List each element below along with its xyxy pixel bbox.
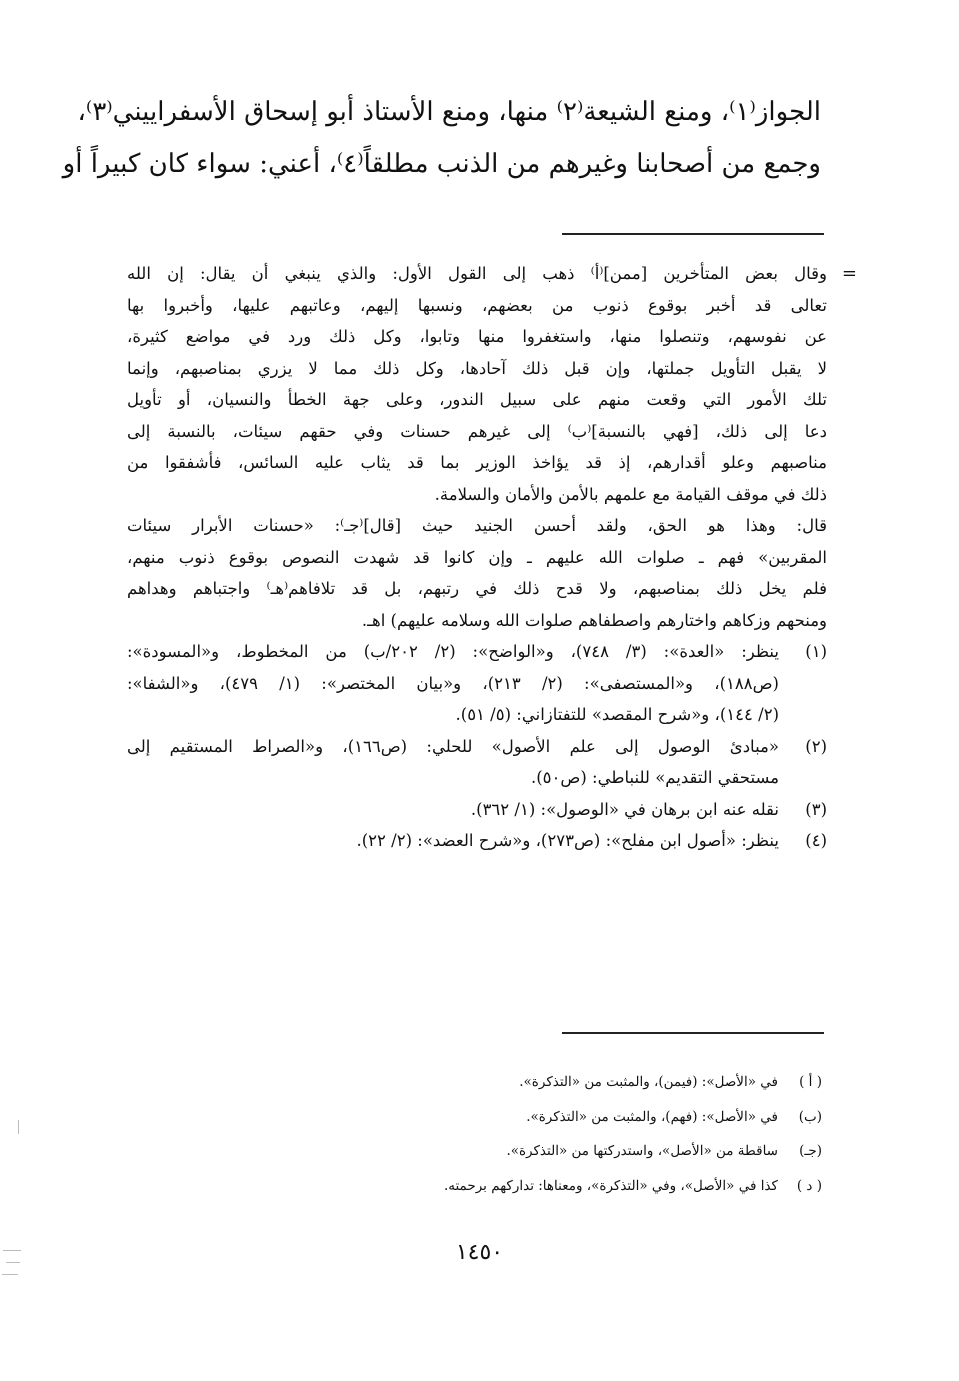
footnote-line: عن نفوسهم، وتنصلوا منها، واستغفروا منها وتابوا، وكل ذلك ورد في مواضع كثيرة، — [127, 327, 827, 346]
footnote-2 — [127, 731, 827, 794]
footnote-line: «مبادئ الوصول إلى علم الأصول» للحلي: (ص١٦٦)، و«الصراط المستقيم إلى — [127, 736, 779, 756]
variant-label: (جـ) — [799, 1143, 822, 1159]
footnote-number: (٢) — [805, 736, 827, 756]
footnote-line: المقربين» فهم ـ صلوات الله عليهم ـ وإن كانوا قد شهدت النصوص بوقوع ذنوب منهم، — [127, 547, 827, 567]
footnote-line: فلم يخل ذلك بمناصبهم، ولا قدح ذلك في رتبهم، بل قد تلافاهم⁽هـ⁾ واجتباهم وهداهم — [127, 579, 827, 598]
variant-label: ( د ) — [796, 1177, 822, 1194]
footnote-continuation — [127, 258, 857, 636]
main-text-line: وجمع من أصحابنا وغيرهم من الذنب مطلقاً⁽٤⁾، أعني: سواء كان كبيراً أو — [62, 149, 821, 179]
footnote-line: وقال بعض المتأخرين [ممن]⁽أ⁾ ذهب إلى القول الأول: والذي ينبغي أن يقال: إن الله — [127, 264, 827, 283]
variant-notes — [142, 1065, 822, 1203]
variant-text: في «الأصل»: (فهم)، والمثبت من «التذكرة». — [526, 1108, 778, 1125]
variant-label: ( أ ) — [799, 1074, 822, 1090]
continuation-marker: = — [841, 263, 857, 284]
footnote-line: (ص١٨٨)، و«المستصفى»: (٢/ ٢١٣)، و«بيان المختصر»: (١/ ٤٧٩)، و«الشفا»: — [127, 673, 779, 693]
footnotes-section — [127, 258, 857, 857]
scan-edge-mark — [2, 1274, 18, 1275]
footnote-line: ذلك في موقف القيامة مع علمهم بالأمن والأمان والسلامة. — [434, 484, 827, 504]
footnote-number: (١) — [805, 642, 827, 661]
scan-edge-mark — [3, 1250, 21, 1251]
variant-text: ساقطة من «الأصل»، واستدركتها من «التذكرة». — [506, 1143, 778, 1159]
footnote-line: مستحقي التقديم» للنباطي: (ص٥٠). — [530, 768, 779, 787]
footnote-line: مناصبهم وعلو أقدارهم، إذ قد يؤاخذ الوزير بما قد يثاب عليه السائس، فأشفقوا من — [127, 453, 827, 472]
footnote-line: ينظر: «أصول ابن مفلح»: (ص٢٧٣)، و«شرح العضد»: (٢/ ٢٢). — [356, 831, 779, 850]
variants-separator — [562, 1032, 824, 1034]
variant-note — [142, 1065, 822, 1100]
page-number: ١٤٥٠ — [455, 1240, 504, 1265]
footnote-line: دعا إلى ذلك، [فهي بالنسبة]⁽ب⁾ إلى غيرهم حسنات وفي حقهم سيئات، بالنسبة إلى — [127, 421, 827, 441]
main-text-line: الجواز⁽١⁾، ومنع الشيعة⁽٢⁾ منها، ومنع الأستاذ أبو إسحاق الأسفراييني⁽٣⁾، — [77, 97, 821, 127]
footnote-line: تلك الأمور التي وقعت منهم على سبيل الندور، وعلى جهة الخطأ والنسيان، أو تأويل — [127, 390, 827, 409]
footnote-4 — [127, 825, 827, 857]
variant-note — [142, 1134, 822, 1169]
footnote-line: (٢/ ١٤٤)، و«شرح المقصد» للتفتازاني: (٥/ ٥١). — [455, 705, 779, 724]
footnote-number: (٣) — [805, 799, 827, 819]
variant-label: (ب) — [798, 1108, 822, 1125]
footnote-line: نقله عنه ابن برهان في «الوصول»: (١/ ٣٦٢). — [470, 799, 779, 819]
footnote-line: لا يقبل التأويل جملتها، وإن قبل ذلك آحادها، وكل ذلك مما لا يزري بمناصبهم، وإنما — [127, 358, 827, 378]
footnote-line: تعالى قد أخبر بوقوع ذنوب من بعضهم، ونسبها إليهم، وعاتبهم عليها، وأخبروا بها — [127, 295, 827, 315]
footnote-separator — [562, 233, 824, 235]
main-text — [62, 86, 821, 190]
footnote-line: ومنحهم وزكاهم واختارهم واصطفاهم صلوات الله وسلامه عليهم) اهـ. — [361, 610, 827, 630]
variant-note — [142, 1169, 822, 1204]
variant-text: في «الأصل»: (فيمن)، والمثبت من «التذكرة». — [519, 1074, 778, 1090]
footnote-number: (٤) — [805, 831, 827, 850]
footnote-line: قال: وهذا هو الحق، ولقد أحسن الجنيد حيث [قال]⁽جـ⁾: «حسنات الأبرار سيئات — [127, 516, 827, 535]
variant-note — [142, 1100, 822, 1135]
footnote-3 — [127, 794, 827, 826]
footnote-line: ينظر: «العدة»: (٣/ ٧٤٨)، و«الواضح»: (٢/ ٢٠٢/ب) من المخطوط، و«المسودة»: — [127, 642, 779, 661]
footnote-1 — [127, 636, 827, 731]
scan-edge-mark — [6, 1262, 20, 1263]
variant-text: كذا في «الأصل»، وفي «التذكرة»، ومعناها: تداركهم برحمته. — [443, 1177, 778, 1194]
scan-edge-mark — [18, 1120, 19, 1134]
